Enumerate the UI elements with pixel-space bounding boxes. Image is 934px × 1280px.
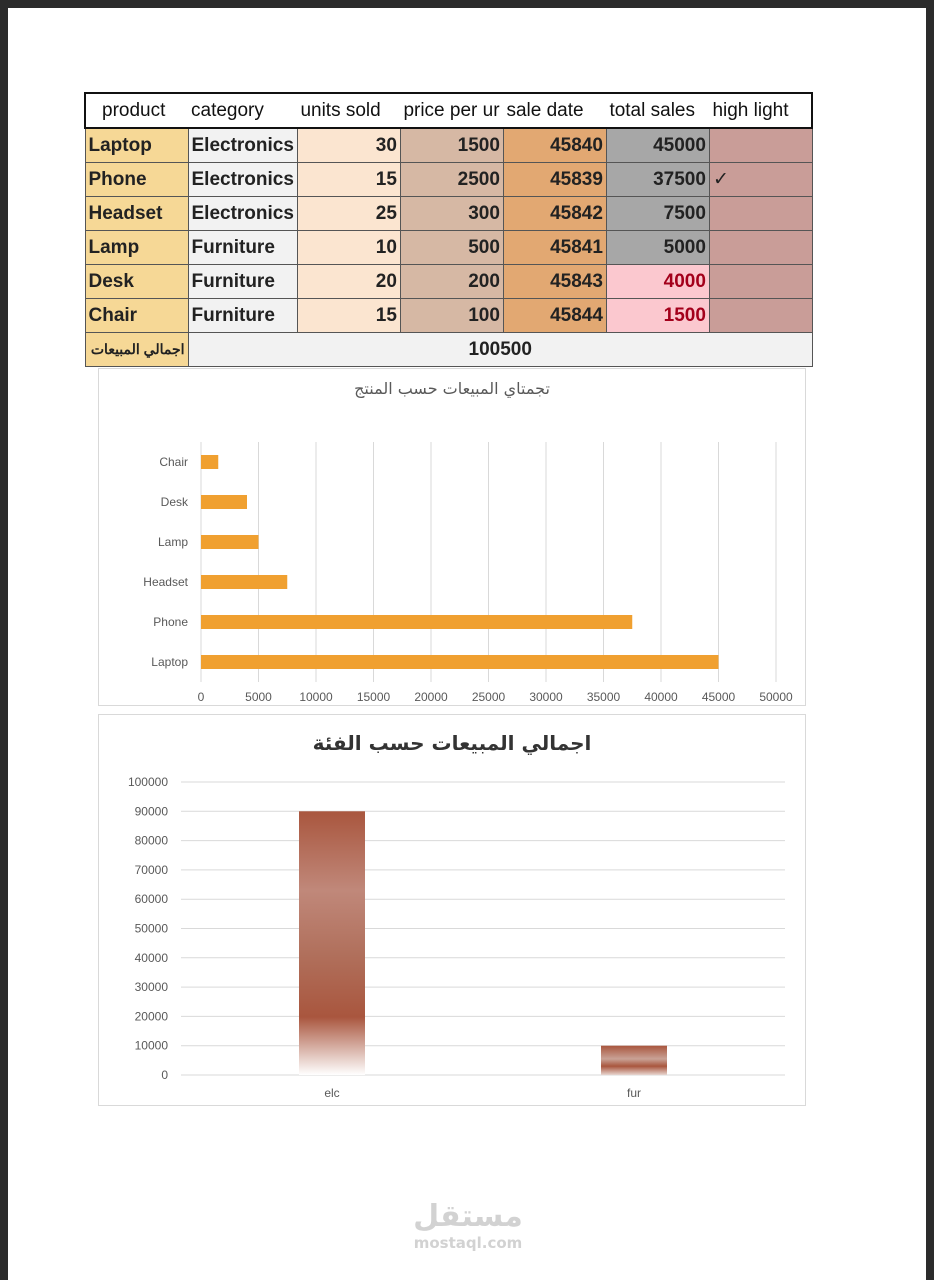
category-cell[interactable]: Electronics: [188, 128, 297, 163]
price-cell[interactable]: 1500: [400, 128, 503, 163]
date-cell[interactable]: 45841: [503, 231, 606, 265]
x-tick-label: 50000: [759, 690, 793, 704]
table-row: [85, 163, 812, 197]
price-cell[interactable]: 100: [400, 299, 503, 333]
highlight-cell[interactable]: ✓: [709, 163, 812, 197]
chart-title: تجمتاي المبيعات حسب المنتج: [354, 379, 550, 398]
table-row: [85, 128, 812, 163]
product-cell[interactable]: Chair: [85, 299, 188, 333]
x-category-label: elc: [324, 1086, 340, 1100]
units-cell[interactable]: 25: [297, 197, 400, 231]
y-category-label: Lamp: [157, 535, 188, 549]
total-cell[interactable]: 5000: [606, 231, 709, 265]
category-cell[interactable]: Furniture: [188, 265, 297, 299]
units-cell[interactable]: 10: [297, 231, 400, 265]
table-row: [85, 231, 812, 265]
date-cell[interactable]: 45843: [503, 265, 606, 299]
x-tick-label: 0: [197, 690, 205, 704]
header-cell: units sold: [297, 93, 400, 128]
y-category-label: Laptop: [151, 655, 188, 669]
column-chart-svg: [99, 715, 805, 1105]
column-bar: [299, 811, 365, 1075]
category-cell[interactable]: Furniture: [188, 299, 297, 333]
y-tick-label: 70000: [134, 862, 168, 877]
total-cell[interactable]: 37500: [606, 163, 709, 197]
y-tick-label: 90000: [134, 804, 168, 819]
y-tick-label: 20000: [134, 1009, 168, 1024]
sales-by-product-chart[interactable]: [98, 368, 806, 706]
total-value[interactable]: 100500: [188, 333, 812, 367]
y-tick-label: 0: [161, 1068, 168, 1082]
price-cell[interactable]: 300: [400, 197, 503, 231]
date-cell[interactable]: 45842: [503, 197, 606, 231]
bar-chart-svg: [99, 369, 805, 705]
product-cell[interactable]: Laptop: [85, 128, 188, 163]
highlight-cell[interactable]: [709, 265, 812, 299]
page: [8, 8, 926, 1280]
product-cell[interactable]: Headset: [85, 197, 188, 231]
y-tick-label: 80000: [134, 833, 168, 848]
category-cell[interactable]: Furniture: [188, 231, 297, 265]
x-tick-label: 20000: [414, 690, 448, 704]
product-cell[interactable]: Desk: [85, 265, 188, 299]
y-category-label: Phone: [153, 615, 188, 629]
x-category-label: fur: [626, 1086, 642, 1100]
units-cell[interactable]: 20: [297, 265, 400, 299]
x-tick-label: 15000: [356, 690, 391, 704]
column-bar: [601, 1046, 667, 1075]
table-row: [85, 299, 812, 333]
y-tick-label: 30000: [134, 980, 168, 995]
price-cell[interactable]: 500: [400, 231, 503, 265]
watermark-main: مستقل: [413, 1199, 523, 1234]
sales-by-category-chart[interactable]: [98, 714, 806, 1106]
price-cell[interactable]: 2500: [400, 163, 503, 197]
y-category-label: Headset: [143, 575, 188, 589]
highlight-cell[interactable]: [709, 299, 812, 333]
y-tick-label: 60000: [134, 892, 168, 907]
y-category-label: Chair: [159, 455, 188, 469]
date-cell[interactable]: 45844: [503, 299, 606, 333]
highlight-cell[interactable]: [709, 197, 812, 231]
y-tick-label: 40000: [134, 950, 168, 965]
header-cell: sale date: [503, 93, 606, 128]
header-cell: category: [188, 93, 297, 128]
bar: [201, 535, 259, 549]
total-cell[interactable]: 7500: [606, 197, 709, 231]
product-cell[interactable]: Phone: [85, 163, 188, 197]
price-cell[interactable]: 200: [400, 265, 503, 299]
date-cell[interactable]: 45840: [503, 128, 606, 163]
table-row: [85, 265, 812, 299]
header-cell: total sales: [606, 93, 709, 128]
highlight-cell[interactable]: [709, 231, 812, 265]
bar: [201, 455, 218, 469]
x-tick-label: 40000: [644, 690, 678, 704]
x-tick-label: 5000: [245, 690, 272, 704]
date-cell[interactable]: 45839: [503, 163, 606, 197]
x-tick-label: 10000: [299, 690, 333, 704]
bar: [201, 655, 719, 669]
total-cell[interactable]: 45000: [606, 128, 709, 163]
bar: [201, 495, 247, 509]
x-tick-label: 45000: [701, 690, 736, 704]
total-cell[interactable]: 4000: [606, 265, 709, 299]
y-tick-label: 100000: [127, 775, 168, 789]
header-row: [85, 93, 812, 128]
header-cell: price per ur: [400, 93, 503, 128]
x-tick-label: 30000: [529, 690, 563, 704]
header-cell: high light: [709, 93, 812, 128]
highlight-cell[interactable]: [709, 128, 812, 163]
bar: [201, 575, 287, 589]
units-cell[interactable]: 30: [297, 128, 400, 163]
total-row: [85, 333, 812, 367]
table-row: [85, 197, 812, 231]
category-cell[interactable]: Electronics: [188, 163, 297, 197]
units-cell[interactable]: 15: [297, 163, 400, 197]
sales-table: [84, 92, 813, 367]
watermark-sub: mostaql.com: [413, 1234, 523, 1252]
total-cell[interactable]: 1500: [606, 299, 709, 333]
chart-title: اجمالي المبيعات حسب الفئة: [312, 731, 592, 755]
x-tick-label: 25000: [471, 690, 506, 704]
units-cell[interactable]: 15: [297, 299, 400, 333]
total-label[interactable]: اجمالي المبيعات: [85, 333, 188, 367]
bar: [201, 615, 632, 629]
y-tick-label: 10000: [134, 1038, 168, 1053]
x-tick-label: 35000: [586, 690, 621, 704]
mostaql-watermark-logo: [410, 1200, 526, 1252]
y-category-label: Desk: [160, 495, 188, 509]
y-tick-label: 50000: [134, 921, 168, 936]
category-cell[interactable]: Electronics: [188, 197, 297, 231]
product-cell[interactable]: Lamp: [85, 231, 188, 265]
header-cell: product: [85, 93, 188, 128]
